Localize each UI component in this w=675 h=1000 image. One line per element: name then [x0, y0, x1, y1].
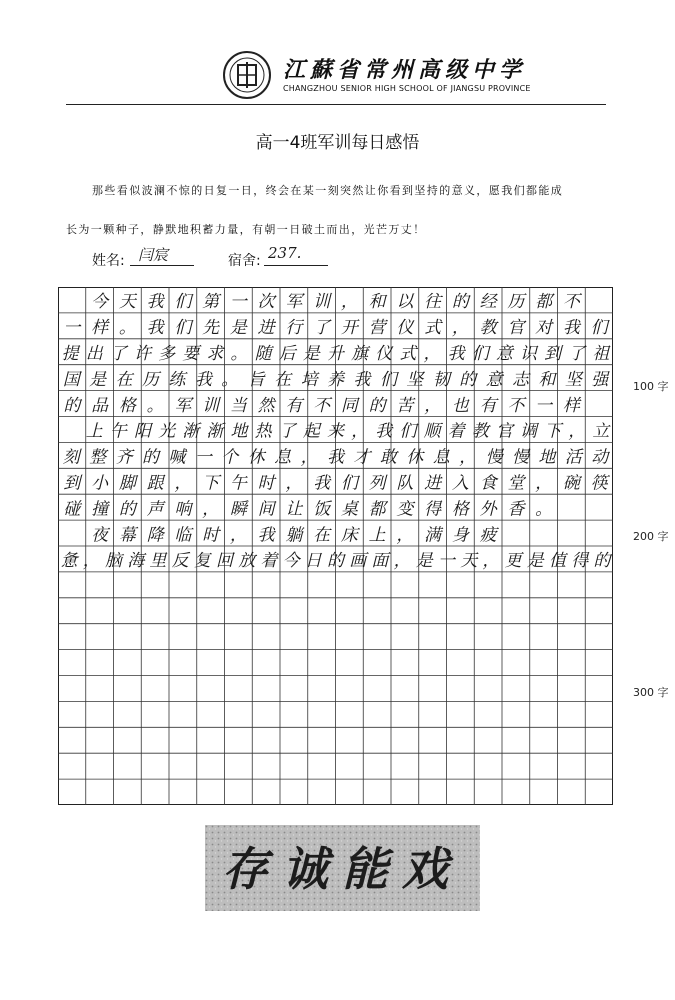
- essay-char: 样: [562, 395, 580, 416]
- essay-char: 的: [368, 395, 386, 416]
- dorm-underline: [264, 265, 328, 266]
- essay-char: 里: [149, 551, 167, 572]
- essay-char: 变: [396, 499, 414, 520]
- essay-char: 疲: [479, 525, 497, 546]
- essay-char: 的: [593, 551, 611, 572]
- essay-char: 了: [109, 344, 127, 365]
- essay-char: 历: [142, 369, 159, 390]
- essay-char: 地: [538, 447, 556, 468]
- word-count-300: 300 字: [633, 686, 669, 699]
- essay-char: 坚: [406, 369, 424, 390]
- essay-char: 床: [340, 525, 358, 546]
- essay-char: 了: [278, 421, 296, 442]
- essay-char: 式: [399, 344, 417, 365]
- essay-char: 在: [115, 369, 133, 390]
- essay-char: 堂: [507, 473, 525, 494]
- essay-char: 夜: [91, 525, 109, 546]
- essay-char: 香: [507, 499, 525, 520]
- essay-char: 有: [285, 395, 303, 416]
- essay-char: 撞: [91, 499, 109, 520]
- essay-char: 苦: [396, 395, 414, 416]
- essay-char: ，: [535, 473, 553, 494]
- essay-char: 要: [182, 344, 200, 365]
- essay-char: 训: [202, 395, 220, 416]
- school-name-cn: 江蘇省常州高级中学: [283, 57, 527, 83]
- name-underline: [130, 265, 194, 266]
- essay-char: 军: [285, 292, 303, 313]
- word-count-100: 100 字: [633, 380, 669, 393]
- essay-char: 脑: [105, 551, 122, 572]
- essay-char: 让: [285, 499, 303, 520]
- essay-char: 一: [194, 447, 212, 468]
- essay-char: 经: [479, 292, 497, 313]
- essay-char: 小: [91, 473, 109, 494]
- essay-char: 在: [313, 525, 331, 546]
- essay-char: 敢: [379, 447, 397, 468]
- essay-char: 息: [274, 447, 292, 468]
- essay-char: 地: [230, 421, 248, 442]
- essay-char: 在: [274, 369, 292, 390]
- intro-line-1: 那些看似波澜不惊的日复一日，终会在某一刻突然让你看到坚持的意义，愿我们都能成: [92, 184, 564, 197]
- essay-char: ，: [300, 447, 318, 468]
- essay-char: 得: [424, 499, 442, 520]
- essay-char: 瞬: [229, 499, 247, 520]
- essay-char: 了: [568, 344, 586, 365]
- essay-char: 得: [571, 551, 589, 572]
- essay-char: 面: [371, 551, 389, 572]
- dorm-label: 宿舍:: [228, 253, 261, 269]
- essay-char: 们: [340, 473, 358, 494]
- essay-char: 整: [89, 447, 107, 468]
- essay-char: 降: [146, 525, 164, 546]
- essay-char: 以: [396, 292, 414, 313]
- essay-char: 外: [479, 499, 497, 520]
- essay-char: 坚: [564, 369, 582, 390]
- essay-char: 升: [327, 344, 344, 365]
- essay-char: 。: [535, 499, 553, 520]
- essay-char: 慢: [485, 447, 503, 468]
- essay-char: 光: [158, 421, 176, 442]
- essay-char: 志: [512, 369, 529, 390]
- essay-char: 教: [471, 421, 489, 442]
- essay-char: 进: [257, 318, 275, 339]
- essay-char: 的: [327, 551, 344, 572]
- school-name-en: CHANGZHOU SENIOR HIGH SCHOOL OF JIANGSU PROVINCE: [283, 84, 531, 93]
- essay-char: 是: [89, 369, 107, 390]
- essay-char: 是: [526, 551, 544, 572]
- essay-char: 意: [495, 344, 513, 365]
- essay-char: 下: [544, 421, 562, 442]
- essay-char: 们: [471, 344, 489, 365]
- essay-char: ，: [423, 344, 441, 365]
- essay-char: 桌: [340, 499, 358, 520]
- essay-char: 开: [340, 318, 358, 339]
- essay-char: 活: [564, 447, 582, 468]
- essay-char: 起: [302, 421, 320, 442]
- essay-char: 休: [406, 447, 424, 468]
- essay-char: 调: [520, 421, 538, 442]
- essay-char: 往: [424, 292, 442, 313]
- essay-char: 不: [507, 395, 525, 416]
- essay-char: 时: [202, 525, 220, 546]
- essay-char: ，: [459, 447, 477, 468]
- essay-char: 我: [146, 318, 164, 339]
- essay-char: 练: [168, 369, 186, 390]
- word-count-200: 200 字: [633, 530, 669, 543]
- essay-char: 求: [206, 344, 224, 365]
- essay-char: 立: [592, 421, 610, 442]
- essay-char: 教: [479, 318, 497, 339]
- essay-char: 次: [257, 292, 275, 313]
- essay-char: 强: [591, 369, 609, 390]
- essay-char: 着: [447, 421, 465, 442]
- essay-char: 官: [507, 318, 525, 339]
- header-divider: [66, 104, 606, 105]
- essay-char: 样: [91, 318, 109, 339]
- essay-char: 养: [327, 369, 344, 390]
- essay-char: 当: [229, 395, 247, 416]
- essay-char: 息: [432, 447, 450, 468]
- essay-char: 个: [221, 447, 239, 468]
- essay-char: 是: [229, 318, 247, 339]
- essay-char: 放: [238, 551, 256, 572]
- essay-char: 画: [349, 551, 367, 572]
- essay-char: 和: [368, 292, 386, 313]
- essay-char: 意: [485, 369, 503, 390]
- essay-char: 列: [368, 473, 386, 494]
- name-value: 闫宸: [138, 246, 169, 264]
- essay-char: 祖: [592, 344, 610, 365]
- essay-char: ，: [340, 292, 358, 313]
- name-label: 姓名:: [92, 253, 125, 269]
- essay-char: 入: [451, 473, 469, 494]
- essay-char: 身: [451, 525, 469, 546]
- essay-char: 回: [216, 551, 233, 572]
- essay-char: 进: [424, 473, 442, 494]
- essay-char: ，: [202, 499, 220, 520]
- essay-char: 幕: [118, 525, 136, 546]
- essay-char: 我: [562, 318, 580, 339]
- essay-char: 培: [300, 369, 318, 390]
- essay-char: 是: [415, 551, 433, 572]
- essay-char: 式: [424, 318, 442, 339]
- essay-char: 格: [451, 499, 469, 520]
- essay-char: ，: [424, 395, 442, 416]
- essay-char: 才: [353, 447, 371, 468]
- essay-char: 韧: [432, 369, 450, 390]
- essay-char: 跟: [146, 473, 164, 494]
- essay-char: 国: [62, 369, 80, 390]
- essay-char: 的: [118, 499, 136, 520]
- page-title: 高一4班军训每日感悟: [255, 133, 420, 153]
- essay-char: 值: [549, 551, 566, 572]
- dorm-value: 237.: [268, 244, 302, 262]
- essay-char: 来: [327, 421, 344, 442]
- essay-char: 旗: [351, 344, 369, 365]
- essay-char: 齐: [115, 447, 133, 468]
- essay-char: 们: [590, 318, 608, 339]
- essay-char: 响: [174, 499, 192, 520]
- essay-char: 。: [146, 395, 164, 416]
- essay-char: ，: [285, 473, 303, 494]
- essay-char: 出: [85, 344, 103, 365]
- essay-char: 临: [174, 525, 192, 546]
- essay-char: 品: [91, 395, 109, 416]
- essay-char: 我: [194, 369, 212, 390]
- essay-char: 一: [229, 292, 247, 313]
- essay-char: 热: [254, 421, 272, 442]
- essay-char: 是: [302, 344, 320, 365]
- essay-char: 天: [118, 292, 136, 313]
- essay-char: 的: [459, 369, 477, 390]
- essay-char: 上: [85, 421, 103, 442]
- essay-char: 后: [278, 344, 296, 365]
- essay-char: 惫: [60, 551, 78, 572]
- essay-char: 旨: [247, 369, 265, 390]
- essay-grid: [58, 287, 613, 805]
- essay-char: 今: [282, 551, 300, 572]
- essay-char: 我: [146, 292, 164, 313]
- essay-char: ，: [451, 318, 469, 339]
- essay-char: 到: [544, 344, 562, 365]
- essay-char: 仪: [375, 344, 393, 365]
- essay-char: 的: [451, 292, 469, 313]
- essay-char: ，: [351, 421, 369, 442]
- essay-char: 天: [460, 551, 478, 572]
- essay-char: 有: [479, 395, 497, 416]
- essay-char: 食: [479, 473, 497, 494]
- essay-char: ，: [482, 551, 500, 572]
- essay-char: 满: [424, 525, 442, 546]
- essay-char: 随: [254, 344, 272, 365]
- essay-char: 躺: [285, 525, 303, 546]
- essay-char: 。: [221, 369, 239, 390]
- essay-char: 和: [538, 369, 556, 390]
- essay-char: ，: [229, 525, 247, 546]
- school-emblem-icon: [222, 50, 272, 100]
- essay-char: 渐: [206, 421, 224, 442]
- essay-char: 不: [313, 395, 331, 416]
- essay-char: 们: [174, 292, 192, 313]
- essay-char: 顺: [423, 421, 441, 442]
- essay-char: 历: [507, 292, 525, 313]
- essay-char: 我: [313, 473, 331, 494]
- essay-char: 到: [63, 473, 81, 494]
- essay-char: 下: [202, 473, 220, 494]
- essay-char: 碗: [562, 473, 580, 494]
- essay-char: 我: [257, 525, 275, 546]
- essay-char: ，: [396, 525, 414, 546]
- essay-char: 们: [399, 421, 417, 442]
- essay-char: 的: [63, 395, 81, 416]
- essay-char: 海: [127, 551, 145, 572]
- essay-char: 多: [158, 344, 176, 365]
- essay-char: 上: [368, 525, 386, 546]
- essay-char: 刻: [62, 447, 80, 468]
- essay-char: 都: [535, 292, 553, 313]
- essay-char: 我: [375, 421, 393, 442]
- essay-char: 识: [520, 344, 538, 365]
- calligraphy-stamp: [205, 825, 480, 911]
- essay-char: 训: [313, 292, 331, 313]
- essay-char: 间: [257, 499, 275, 520]
- essay-char: 第: [202, 292, 220, 313]
- essay-char: 们: [379, 369, 397, 390]
- essay-char: 我: [353, 369, 371, 390]
- essay-char: 午: [109, 421, 127, 442]
- essay-char: ，: [174, 473, 192, 494]
- essay-char: 都: [368, 499, 386, 520]
- essay-char: 午: [229, 473, 247, 494]
- essay-char: 碰: [63, 499, 81, 520]
- essay-char: 官: [495, 421, 513, 442]
- essay-char: 时: [257, 473, 275, 494]
- essay-char: 反: [171, 551, 189, 572]
- essay-char: 队: [396, 473, 414, 494]
- essay-char: 声: [146, 499, 164, 520]
- essay-char: 格: [118, 395, 136, 416]
- essay-char: 我: [447, 344, 465, 365]
- essay-char: 脚: [118, 473, 136, 494]
- essay-char: 先: [202, 318, 220, 339]
- essay-char: 一: [535, 395, 553, 416]
- essay-char: 渐: [182, 421, 200, 442]
- essay-char: 的: [142, 447, 159, 468]
- essay-char: 休: [247, 447, 265, 468]
- essay-char: 不: [562, 292, 580, 313]
- essay-char: 我: [327, 447, 344, 468]
- essay-char: 动: [591, 447, 609, 468]
- essay-char: ，: [393, 551, 411, 572]
- essay-char: 然: [257, 395, 275, 416]
- essay-char: ，: [568, 421, 586, 442]
- essay-char: 。: [118, 318, 136, 339]
- stamp-text: 存诚能戏: [222, 842, 462, 896]
- essay-char: 仪: [396, 318, 414, 339]
- essay-char: 饭: [313, 499, 331, 520]
- essay-char: 日: [304, 551, 322, 572]
- essay-char: 筷: [590, 473, 608, 494]
- essay-char: 许: [133, 344, 151, 365]
- essay-char: ，: [82, 551, 100, 572]
- essay-char: 军: [174, 395, 192, 416]
- essay-char: 阳: [133, 421, 151, 442]
- essay-char: 也: [451, 395, 469, 416]
- essay-char: 着: [260, 551, 278, 572]
- essay-char: 们: [174, 318, 192, 339]
- essay-char: 了: [313, 318, 331, 339]
- essay-char: 营: [368, 318, 386, 339]
- essay-char: 同: [340, 395, 358, 416]
- essay-char: 一: [438, 551, 455, 572]
- essay-char: 慢: [512, 447, 529, 468]
- essay-char: 复: [193, 551, 211, 572]
- intro-line-2: 长为一颗种子，静默地积蓄力量，有朝一日破土而出，光芒万丈！: [66, 223, 426, 236]
- essay-char: 今: [91, 292, 109, 313]
- essay-char: 更: [504, 551, 522, 572]
- essay-char: 对: [535, 318, 553, 339]
- essay-char: 行: [285, 318, 303, 339]
- essay-char: 一: [63, 318, 81, 339]
- essay-char: 喊: [168, 447, 186, 468]
- essay-char: 提: [61, 344, 79, 365]
- essay-char: 。: [230, 344, 248, 365]
